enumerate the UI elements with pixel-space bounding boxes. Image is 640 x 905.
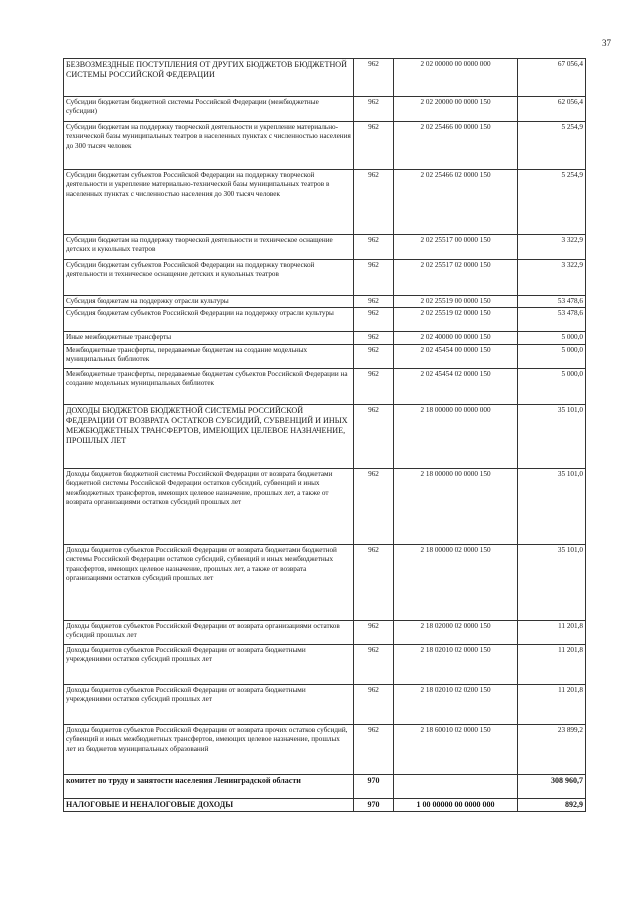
amount-cell: 35 101,0	[518, 404, 586, 468]
table-row	[64, 404, 586, 468]
revenue-name-cell: Межбюджетные трансферты, передаваемые бюджетам субъектов Российской Федерации на создание модельных муниципальных библиотек	[64, 368, 354, 404]
amount-cell: 62 056,4	[518, 97, 586, 122]
revenue-name-cell: Доходы бюджетов субъектов Российской Федерации от возврата прочих остатков субсидий, субвенций и иных межбюджетных трансфертов, имеющих целевое назначение, прошлых лет из бюджетов муниципальных образований	[64, 724, 354, 774]
revenue-table-body	[64, 59, 586, 812]
revenue-name-cell: Субсидии бюджетам субъектов Российской Федерации на поддержку творческой деятельности и техническое оснащение детских и кукольных театров	[64, 260, 354, 296]
revenue-name-cell: Доходы бюджетов бюджетной системы Российской Федерации от возврата бюджетами бюджетной системы Российской Федерации остатков субсидий, субвенций и иных межбюджетных трансфертов, имеющих целевое назначение, прошлых лет, а также от возврата организациями остатков субсидий прошлых лет	[64, 468, 354, 544]
revenue-name-cell: Доходы бюджетов субъектов Российской Федерации от возврата организациями остатков субсидий прошлых лет	[64, 620, 354, 644]
amount-cell: 53 478,6	[518, 296, 586, 308]
budget-code-cell: 2 02 25519 00 0000 150	[394, 296, 518, 308]
amount-cell: 67 056,4	[518, 59, 586, 97]
admin-code-cell: 962	[354, 468, 394, 544]
table-row	[64, 368, 586, 404]
amount-cell: 5 000,0	[518, 368, 586, 404]
revenue-name-cell: Иные межбюджетные трансферты	[64, 332, 354, 344]
amount-cell: 5 254,9	[518, 122, 586, 170]
revenue-name-cell: Субсидии бюджетам субъектов Российской Федерации на поддержку творческой деятельности и укрепление материально-технической базы муниципальных театров в населенных пунктах с численностью населения до 300 тысяч человек	[64, 170, 354, 235]
amount-cell: 5 000,0	[518, 344, 586, 368]
budget-code-cell: 2 02 00000 00 0000 000	[394, 59, 518, 97]
budget-code-cell: 2 18 02010 02 0000 150	[394, 644, 518, 684]
budget-code-cell: 2 18 02010 02 0200 150	[394, 684, 518, 724]
revenue-name-cell: НАЛОГОВЫЕ И НЕНАЛОГОВЫЕ ДОХОДЫ	[64, 798, 354, 811]
amount-cell: 11 201,8	[518, 684, 586, 724]
admin-code-cell: 962	[354, 59, 394, 97]
admin-code-cell: 962	[354, 122, 394, 170]
budget-code-cell: 2 02 45454 00 0000 150	[394, 344, 518, 368]
admin-code-cell: 962	[354, 344, 394, 368]
amount-cell: 892,9	[518, 798, 586, 811]
admin-code-cell: 962	[354, 620, 394, 644]
budget-code-cell: 2 02 40000 00 0000 150	[394, 332, 518, 344]
amount-cell: 5 254,9	[518, 170, 586, 235]
budget-code-cell: 2 02 25519 02 0000 150	[394, 308, 518, 332]
amount-cell: 35 101,0	[518, 544, 586, 620]
admin-code-cell: 962	[354, 296, 394, 308]
table-row	[64, 308, 586, 332]
budget-code-cell: 2 18 00000 00 0000 150	[394, 468, 518, 544]
amount-cell: 3 322,9	[518, 260, 586, 296]
admin-code-cell: 962	[354, 97, 394, 122]
revenue-name-cell: Субсидии бюджетам бюджетной системы Российской Федерации (межбюджетные субсидии)	[64, 97, 354, 122]
amount-cell: 11 201,8	[518, 620, 586, 644]
table-row	[64, 544, 586, 620]
table-row	[64, 774, 586, 798]
admin-code-cell: 962	[354, 684, 394, 724]
amount-cell: 53 478,6	[518, 308, 586, 332]
budget-code-cell: 2 18 60010 02 0000 150	[394, 724, 518, 774]
admin-code-cell: 962	[354, 308, 394, 332]
table-row	[64, 684, 586, 724]
revenue-name-cell: БЕЗВОЗМЕЗДНЫЕ ПОСТУПЛЕНИЯ ОТ ДРУГИХ БЮДЖЕТОВ БЮДЖЕТНОЙ СИСТЕМЫ РОССИЙСКОЙ ФЕДЕРАЦИИ	[64, 59, 354, 97]
table-row	[64, 620, 586, 644]
budget-code-cell: 2 02 45454 02 0000 150	[394, 368, 518, 404]
revenue-name-cell: Субсидии бюджетам на поддержку творческой деятельности и укрепление материально-технической базы муниципальных театров в населенных пунктах с численностью населения до 300 тысяч человек	[64, 122, 354, 170]
budget-code-cell: 2 18 00000 00 0000 000	[394, 404, 518, 468]
page-number: 37	[602, 38, 611, 48]
budget-code-cell	[394, 774, 518, 798]
revenue-name-cell: Доходы бюджетов субъектов Российской Федерации от возврата бюджетными учреждениями остатков субсидий прошлых лет	[64, 684, 354, 724]
revenue-name-cell: Межбюджетные трансферты, передаваемые бюджетам на создание модельных муниципальных библиотек	[64, 344, 354, 368]
table-row	[64, 344, 586, 368]
table-row	[64, 97, 586, 122]
admin-code-cell: 962	[354, 260, 394, 296]
amount-cell: 3 322,9	[518, 235, 586, 260]
table-row	[64, 644, 586, 684]
admin-code-cell: 970	[354, 798, 394, 811]
admin-code-cell: 962	[354, 724, 394, 774]
admin-code-cell: 962	[354, 404, 394, 468]
revenue-name-cell: Субсидия бюджетам на поддержку отрасли культуры	[64, 296, 354, 308]
revenue-name-cell: комитет по труду и занятости населения Ленинградской области	[64, 774, 354, 798]
budget-code-cell: 2 18 00000 02 0000 150	[394, 544, 518, 620]
budget-code-cell: 2 02 25466 00 0000 150	[394, 122, 518, 170]
admin-code-cell: 962	[354, 235, 394, 260]
budget-code-cell: 2 02 25517 02 0000 150	[394, 260, 518, 296]
table-row	[64, 235, 586, 260]
amount-cell: 23 899,2	[518, 724, 586, 774]
admin-code-cell: 962	[354, 644, 394, 684]
budget-code-cell: 2 02 25466 02 0000 150	[394, 170, 518, 235]
table-row	[64, 59, 586, 97]
table-row	[64, 122, 586, 170]
budget-code-cell: 2 18 02000 02 0000 150	[394, 620, 518, 644]
amount-cell: 35 101,0	[518, 468, 586, 544]
table-row	[64, 170, 586, 235]
table-row	[64, 260, 586, 296]
admin-code-cell: 962	[354, 170, 394, 235]
revenue-name-cell: Доходы бюджетов субъектов Российской Федерации от возврата бюджетами бюджетной системы Российской Федерации остатков субсидий, субвенций и иных межбюджетных трансфертов, имеющих целевое назначение, прошлых лет, а также от возврата организациями остатков субсидий прошлых лет	[64, 544, 354, 620]
amount-cell: 308 960,7	[518, 774, 586, 798]
admin-code-cell: 962	[354, 544, 394, 620]
revenue-name-cell: Субсидия бюджетам субъектов Российской Федерации на поддержку отрасли культуры	[64, 308, 354, 332]
revenue-name-cell: Доходы бюджетов субъектов Российской Федерации от возврата бюджетными учреждениями остатков субсидий прошлых лет	[64, 644, 354, 684]
table-row	[64, 798, 586, 811]
table-row	[64, 724, 586, 774]
admin-code-cell: 962	[354, 368, 394, 404]
revenue-name-cell: Субсидии бюджетам на поддержку творческой деятельности и техническое оснащение детских и кукольных театров	[64, 235, 354, 260]
table-row	[64, 468, 586, 544]
admin-code-cell: 962	[354, 332, 394, 344]
budget-code-cell: 2 02 20000 00 0000 150	[394, 97, 518, 122]
admin-code-cell: 970	[354, 774, 394, 798]
amount-cell: 5 000,0	[518, 332, 586, 344]
revenue-table	[63, 58, 586, 812]
budget-code-cell: 1 00 00000 00 0000 000	[394, 798, 518, 811]
table-row	[64, 332, 586, 344]
amount-cell: 11 201,8	[518, 644, 586, 684]
revenue-name-cell: ДОХОДЫ БЮДЖЕТОВ БЮДЖЕТНОЙ СИСТЕМЫ РОССИЙСКОЙ ФЕДЕРАЦИИ ОТ ВОЗВРАТА ОСТАТКОВ СУБСИДИЙ, СУБВЕНЦИЙ И ИНЫХ МЕЖБЮДЖЕТНЫХ ТРАНСФЕРТОВ, ИМЕЮЩИХ ЦЕЛЕВОЕ НАЗНАЧЕНИЕ, ПРОШЛЫХ ЛЕТ	[64, 404, 354, 468]
budget-code-cell: 2 02 25517 00 0000 150	[394, 235, 518, 260]
table-row	[64, 296, 586, 308]
